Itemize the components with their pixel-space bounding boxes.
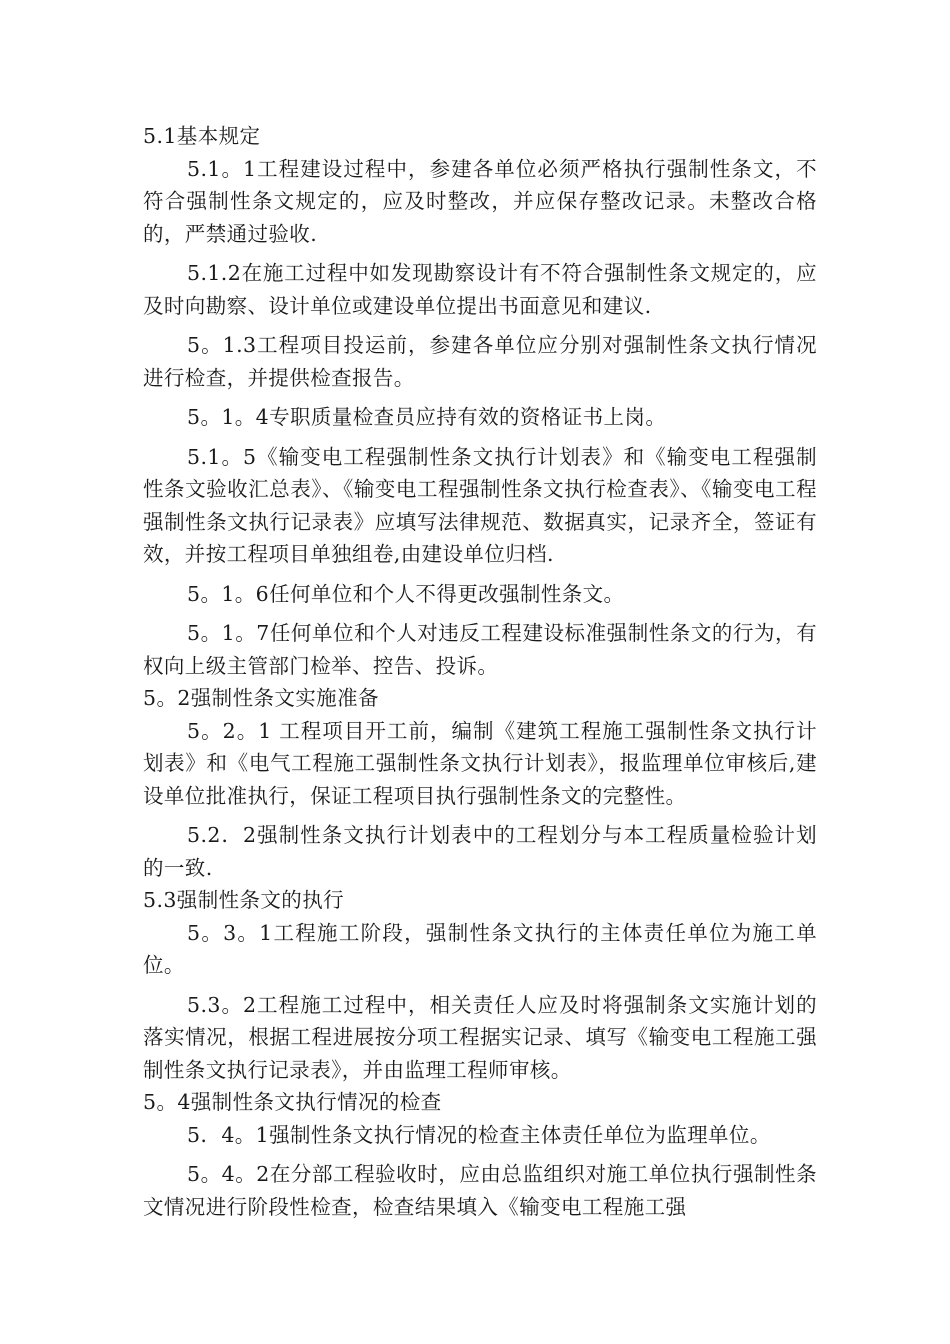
section-5-1 [143, 120, 817, 682]
paragraph: 5。4。2在分部工程验收时，应由总监组织对施工单位执行强制性条文情况进行阶段性检查，检查结果填入《输变电工程施工强 [143, 1162, 817, 1219]
section-heading: 5。4强制性条文执行情况的检查 [143, 1090, 442, 1114]
paragraph: 5.1。1工程建设过程中，参建各单位必须严格执行强制性条文，不符合强制性条文规定的，应及时整改，并应保存整改记录。未整改合格的，严禁通过验收. [143, 156, 817, 246]
section-heading: 5。2强制性条文实施准备 [143, 686, 379, 710]
section-heading: 5.3强制性条文的执行 [143, 888, 345, 912]
paragraph: 5.1.2在施工过程中如发现勘察设计有不符合强制性条文规定的，应及时向勘察、设计单位或建设单位提出书面意见和建议. [143, 261, 817, 318]
paragraph: 5。3。1工程施工阶段，强制性条文执行的主体责任单位为施工单位。 [143, 920, 817, 977]
paragraph: 5.1。5《输变电工程强制性条文执行计划表》和《输变电工程强制性条文验收汇总表》、《输变电工程强制性条文执行检查表》、《输变电工程强制性条文执行记录表》应填写法律规范、数据真实，记录齐全，签证有效，并按工程项目单独组卷,由建设单位归档. [143, 444, 817, 566]
paragraph: 5．4。1强制性条文执行情况的检查主体责任单位为监理单位。 [187, 1122, 771, 1147]
paragraph: 5。2。1 工程项目开工前，编制《建筑工程施工强制性条文执行计划表》和《电气工程施工强制性条文执行计划表》，报监理单位审核后,建设单位批准执行，保证工程项目执行强制性条文的完整性。 [143, 718, 817, 808]
paragraph: 5。1。7任何单位和个人对违反工程建设标准强制性条文的行为，有权向上级主管部门检举、控告、投诉。 [143, 621, 817, 678]
document-body [143, 120, 817, 1223]
paragraph: 5.2．2强制性条文执行计划表中的工程划分与本工程质量检验计划的一致. [143, 823, 817, 880]
section-5-3 [143, 884, 817, 1086]
section-heading: 5.1基本规定 [143, 124, 261, 148]
section-5-2 [143, 682, 817, 884]
paragraph: 5.3。2工程施工过程中，相关责任人应及时将强制条文实施计划的落实情况，根据工程进展按分项工程据实记录、填写《输变电工程施工强制性条文执行记录表》，并由监理工程师审核。 [143, 992, 817, 1082]
section-5-4 [143, 1086, 817, 1223]
paragraph: 5。1.3工程项目投运前，参建各单位应分别对强制性条文执行情况进行检查，并提供检查报告。 [143, 333, 817, 390]
paragraph: 5。1。4专职质量检查员应持有效的资格证书上岗。 [187, 405, 667, 429]
paragraph: 5。1。6任何单位和个人不得更改强制性条文。 [187, 581, 625, 606]
